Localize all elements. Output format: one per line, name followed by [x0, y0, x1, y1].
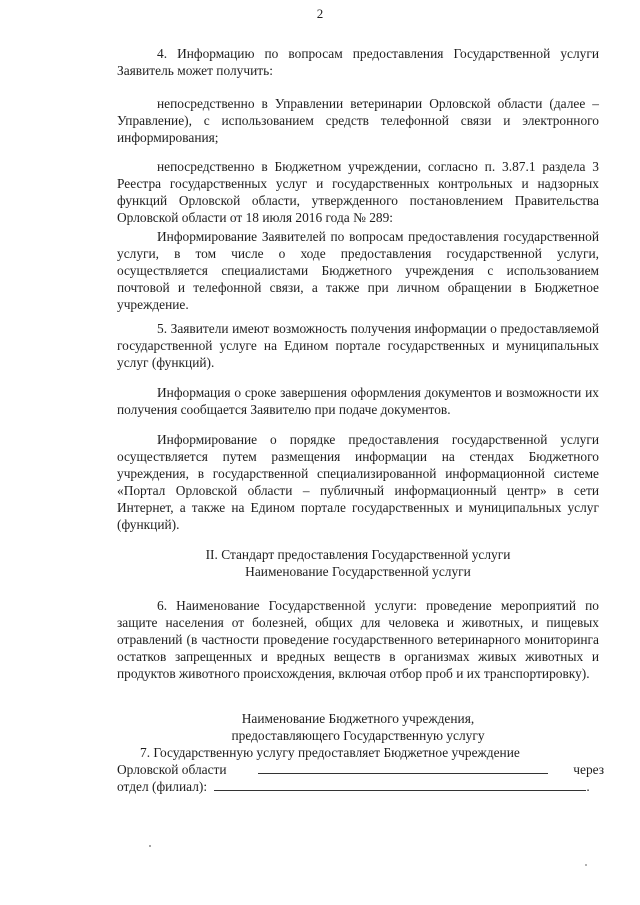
- page-number: 2: [316, 6, 324, 21]
- paragraph-7-line2-end: через: [573, 762, 605, 777]
- scan-speck: [149, 845, 151, 847]
- paragraph-deadline-info: Информация о сроке завершения оформления документов и возможности их получения сообщается Заявителю при подаче документов.: [117, 385, 599, 417]
- paragraph-7-line1: 7. Государственную услугу предоставляет Бюджетное учреждение: [140, 745, 520, 760]
- paragraph-7-line3-end: .: [586, 779, 590, 794]
- paragraph-7-line3: [117, 778, 599, 795]
- section-heading: [117, 546, 599, 580]
- paragraph-informing-specialists: Информирование Заявителей по вопросам предоставления государственной услуги, в том числе о ходе предоставления государственной услуги, осуществляется специалистами Бюджетного учреждения с использованием почтовой и телефонной связи, а также при личном обращении в Бюджетное учреждение.: [117, 229, 599, 312]
- paragraph-7-line3-start: отдел (филиал):: [117, 779, 208, 794]
- paragraph-contact-department: непосредственно в Управлении ветеринарии Орловской области (далее – Управление), с использованием средств телефонной связи и электронного информирования;: [117, 96, 599, 145]
- blank-line-institution: [258, 761, 548, 774]
- subheading-line1: Наименование Бюджетного учреждения,: [241, 711, 475, 726]
- paragraph-7-line2-start: Орловской области: [117, 762, 227, 777]
- blank-line-branch: [214, 778, 586, 791]
- institution-subheading: [117, 710, 599, 744]
- scan-speck: [585, 864, 587, 866]
- section-heading-line1: II. Стандарт предоставления Государственной услуги: [205, 547, 511, 562]
- paragraph-informing-order: Информирование о порядке предоставления государственной услуги осуществляется путем размещения информации на стендах Бюджетного учреждения, в государственной специализированной информационной системе «Портал Орловской области – публичный информационный центр» в сети Интернет, а также на Едином портале государственных и муниципальных услуг (функций).: [117, 432, 599, 532]
- paragraph-6: 6. Наименование Государственной услуги: проведение мероприятий по защите населения от болезней, общих для человека и животных, и пищевых отравлений (в частности проведение государственного ветеринарного мониторинга остатков запрещенных и вредных веществ в организмах живых животных и продуктов животного происхождения, включая отбор проб и их транспортировку).: [117, 598, 599, 681]
- paragraph-7-line2: [117, 761, 605, 778]
- paragraph-contact-institution: непосредственно в Бюджетном учреждении, согласно п. 3.87.1 раздела 3 Реестра государственных услуг и государственных контрольных и надзорных функций Орловской области, утвержденного постановлением Правительства Орловской области от 18 июля 2016 года № 289:: [117, 159, 599, 225]
- subheading-line2: предоставляющего Государственную услугу: [231, 728, 485, 743]
- paragraph-5: 5. Заявители имеют возможность получения информации о предоставляемой государственной услуге на Едином портале государственных и муниципальных услуг (функций).: [117, 321, 599, 370]
- section-heading-line2: Наименование Государственной услуги: [245, 564, 471, 579]
- paragraph-4: 4. Информацию по вопросам предоставления Государственной услуги Заявитель может получить:: [117, 46, 599, 78]
